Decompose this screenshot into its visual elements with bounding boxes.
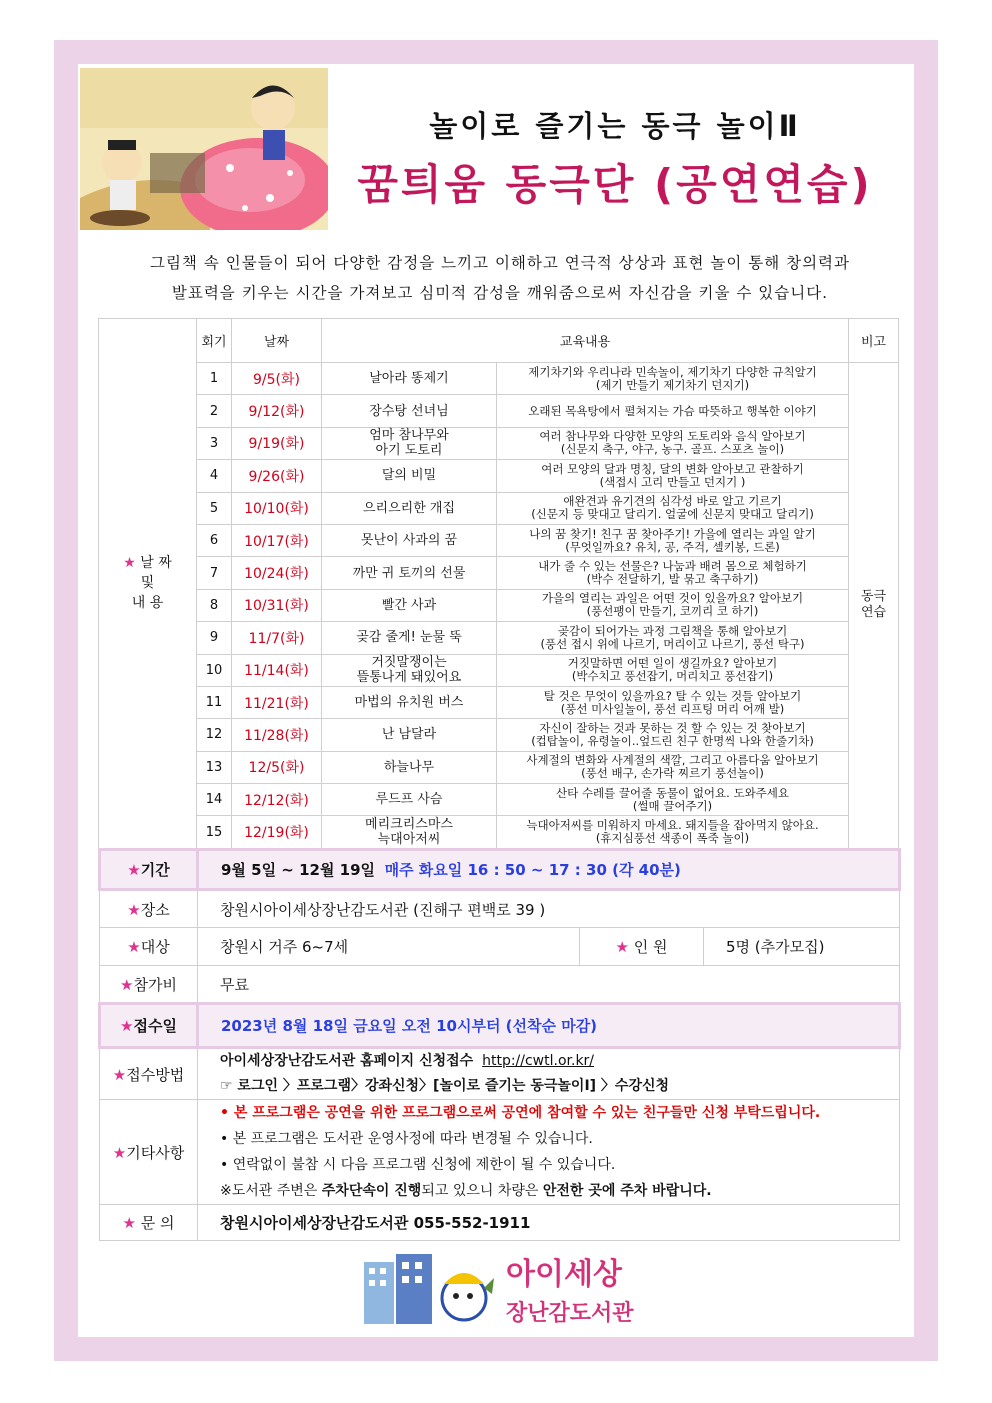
content-line: (풍선팽이 만들기, 코끼리 코 하기) bbox=[586, 604, 759, 619]
session-number: 1 bbox=[197, 363, 232, 395]
intro-line: 그림책 속 인물들이 되어 다양한 감정을 느끼고 이해하고 연극적 상상과 표현 놀이 통해 창의력과 bbox=[149, 254, 850, 272]
session-note bbox=[849, 363, 899, 849]
session-number: 12 bbox=[197, 719, 232, 751]
schedule-row bbox=[99, 427, 899, 459]
method-text: 아이세상장난감도서관 홈페이지 신청접수 bbox=[220, 1053, 474, 1069]
star-icon: ★ bbox=[127, 861, 141, 879]
count-label bbox=[580, 928, 704, 966]
star-icon: ★ bbox=[615, 938, 629, 956]
contact-value: 창원시아이세상장난감도서관 055-552-1911 bbox=[198, 1205, 900, 1241]
period-label bbox=[100, 850, 198, 890]
schedule-row bbox=[99, 719, 899, 751]
content-line: (풍선 접시 위에 나르기, 머리이고 나르기, 풍선 탁구) bbox=[540, 636, 805, 651]
session-topic bbox=[322, 589, 497, 621]
content-line: 내가 줄 수 있는 선물은? 나눔과 배려 몸으로 체험하기 bbox=[538, 559, 807, 574]
session-date: 10/24(화) bbox=[232, 557, 322, 589]
apply-value: 2023년 8월 18일 금요일 오전 10시부터 (선착순 마감) bbox=[198, 1004, 900, 1048]
session-content bbox=[497, 719, 849, 751]
topic-line: 장수탕 선녀님 bbox=[369, 403, 449, 419]
session-number: 2 bbox=[197, 395, 232, 427]
content-line: 거짓말하면 어떤 일이 생길까요? 알아보기 bbox=[567, 656, 778, 671]
session-topic bbox=[322, 622, 497, 654]
label-text: 기타사항 bbox=[126, 1143, 185, 1162]
session-topic bbox=[322, 719, 497, 751]
session-topic bbox=[322, 492, 497, 524]
period-row bbox=[100, 850, 900, 890]
schedule-row bbox=[99, 784, 899, 816]
star-icon: ★ bbox=[120, 975, 134, 994]
topic-line: 난 남달라 bbox=[381, 727, 437, 743]
session-number: 13 bbox=[197, 751, 232, 783]
content-line: 자신이 잘하는 것과 못하는 것 할 수 있는 것 찾아보기 bbox=[539, 720, 806, 735]
schedule-row bbox=[99, 395, 899, 427]
contact-label bbox=[100, 1205, 198, 1241]
session-content bbox=[497, 460, 849, 492]
session-topic bbox=[322, 557, 497, 589]
content-line: (컵탑놀이, 유령놀이..엎드린 친구 한명씩 나와 한줄기차) bbox=[531, 733, 814, 748]
session-date: 11/14(화) bbox=[232, 654, 322, 686]
content-line: 여러 모양의 달과 명칭, 달의 변화 알아보고 관찰하기 bbox=[541, 461, 804, 476]
session-content bbox=[497, 492, 849, 524]
star-icon: ★ bbox=[112, 1143, 127, 1162]
star-icon: ★ bbox=[112, 1065, 127, 1084]
session-topic bbox=[322, 784, 497, 816]
hero-illustration bbox=[80, 68, 328, 230]
etc-label bbox=[100, 1100, 198, 1205]
period-time: 매주 화요일 16 : 50 ~ 17 : 30 (각 40분) bbox=[384, 861, 681, 879]
content-line: 제기차기와 우리나라 민속놀이, 제기차기 다양한 규칙알기 bbox=[528, 364, 817, 379]
topic-line: 아기 도토리 bbox=[375, 443, 443, 459]
star-icon: ★ bbox=[127, 900, 141, 919]
target-label bbox=[100, 928, 198, 966]
session-topic bbox=[322, 363, 497, 395]
etc-text-bold: 주차단속이 진행 bbox=[321, 1183, 422, 1199]
schedule-row bbox=[99, 589, 899, 621]
fee-value: 무료 bbox=[198, 966, 900, 1004]
content-line: (신문지 축구, 야구, 농구. 골프. 스포츠 놀이) bbox=[560, 442, 785, 457]
side-label-line: 및 bbox=[140, 575, 155, 592]
session-date: 11/21(화) bbox=[232, 686, 322, 718]
session-date: 12/12(화) bbox=[232, 784, 322, 816]
topic-line: 늑대아저씨 bbox=[377, 832, 441, 848]
library-logo bbox=[360, 1248, 660, 1328]
schedule-row bbox=[99, 524, 899, 556]
content-line: (신문지 등 맞대고 달리기. 얼굴에 신문지 맞대고 달리기) bbox=[531, 507, 814, 522]
session-topic bbox=[322, 524, 497, 556]
session-number: 9 bbox=[197, 622, 232, 654]
session-content bbox=[497, 654, 849, 686]
topic-line: 달의 비밀 bbox=[381, 468, 437, 484]
info-table bbox=[98, 848, 901, 1241]
session-topic bbox=[322, 460, 497, 492]
place-label bbox=[100, 890, 198, 928]
content-line: (썰매 끌어주기) bbox=[632, 798, 713, 813]
topic-line: 곶감 줄게! 눈물 뚝 bbox=[356, 630, 462, 646]
etc-note: • 연락없이 불참 시 다음 프로그램 신청에 제한이 될 수 있습니다. bbox=[220, 1157, 616, 1173]
topic-line: 엄마 참나무와 bbox=[369, 428, 449, 444]
fee-row bbox=[100, 966, 900, 1004]
apply-row bbox=[100, 1004, 900, 1048]
session-number: 14 bbox=[197, 784, 232, 816]
session-date: 10/17(화) bbox=[232, 524, 322, 556]
schedule-table bbox=[98, 318, 899, 849]
note-text: 동극연습 bbox=[860, 589, 887, 621]
content-line: 나의 꿈 찾기! 친구 꿈 찾아주기! 가을에 열리는 과일 알기 bbox=[529, 526, 816, 541]
topic-line: 거짓말쟁이는 bbox=[371, 655, 447, 671]
schedule-row bbox=[99, 751, 899, 783]
schedule-row bbox=[99, 460, 899, 492]
session-topic bbox=[322, 751, 497, 783]
place-row bbox=[100, 890, 900, 928]
content-line: 애완견과 유기견의 심각성 바로 알고 기르기 bbox=[563, 494, 782, 509]
content-line: (무엇일까요? 유치, 공, 주걱, 셀키봉, 드론) bbox=[565, 539, 780, 554]
session-content bbox=[497, 816, 849, 848]
etc-text-bold: 안전한 곳에 주차 바랍니다. bbox=[542, 1183, 712, 1199]
topic-line: 마법의 유치원 버스 bbox=[354, 695, 464, 711]
session-date: 11/28(화) bbox=[232, 719, 322, 751]
content-line: 가을의 열리는 과일은 어떤 것이 있을까요? 알아보기 bbox=[541, 591, 804, 606]
etc-text: 되고 있으니 차량은 bbox=[421, 1183, 543, 1199]
header-content: 교육내용 bbox=[322, 319, 849, 363]
topic-line: 으리으리한 개집 bbox=[362, 500, 456, 516]
header-session: 회기 bbox=[197, 319, 232, 363]
schedule-row bbox=[99, 492, 899, 524]
topic-line: 하늘나무 bbox=[383, 759, 435, 775]
etc-note: • 본 프로그램은 도서관 운영사정에 따라 변경될 수 있습니다. bbox=[220, 1131, 593, 1147]
star-icon: ★ bbox=[122, 1214, 136, 1232]
target-value: 창원시 거주 6~7세 bbox=[198, 928, 580, 966]
content-line: 사계절의 변화와 사계절의 색깔, 그리고 아름다움 알아보기 bbox=[526, 753, 819, 768]
etc-text: ※도서관 주변은 bbox=[220, 1183, 322, 1199]
label-text: 대상 bbox=[140, 938, 170, 956]
content-line: (풍선 미사일놀이, 풍선 리프팅 머리 어깨 발) bbox=[560, 701, 785, 716]
session-content bbox=[497, 784, 849, 816]
session-content bbox=[497, 589, 849, 621]
session-date: 9/12(화) bbox=[232, 395, 322, 427]
logo-subtitle: 장난감도서관 bbox=[506, 1301, 634, 1326]
etc-note-important: • 본 프로그램은 공연을 위한 프로그램으로써 공연에 참여할 수 있는 친구들만 신청 부탁드립니다. bbox=[220, 1105, 821, 1121]
session-date: 12/5(화) bbox=[232, 751, 322, 783]
header-date: 날짜 bbox=[232, 319, 322, 363]
topic-line: 루드프 사슴 bbox=[375, 792, 443, 808]
session-date: 9/26(화) bbox=[232, 460, 322, 492]
schedule-header-row bbox=[99, 319, 899, 363]
fee-label bbox=[100, 966, 198, 1004]
count-value: 5명 (추가모집) bbox=[704, 928, 900, 966]
schedule-row bbox=[99, 622, 899, 654]
period-value bbox=[198, 850, 900, 890]
schedule-side-label bbox=[99, 319, 197, 849]
apply-label bbox=[100, 1004, 198, 1048]
method-steps: ☞ 로그인 〉프로그램〉강좌신청〉[놀이로 즐기는 동극놀이Ⅰ] 〉수강신청 bbox=[220, 1078, 670, 1094]
session-number: 5 bbox=[197, 492, 232, 524]
topic-line: 까만 귀 토끼의 선물 bbox=[352, 565, 466, 581]
method-row bbox=[100, 1048, 900, 1100]
session-content bbox=[497, 427, 849, 459]
topic-line: 날아라 똥제기 bbox=[369, 371, 449, 387]
star-icon: ★ bbox=[127, 938, 141, 956]
etc-value bbox=[198, 1100, 900, 1205]
topic-line: 빨간 사과 bbox=[381, 597, 437, 613]
intro-text bbox=[100, 248, 900, 308]
label-text: 접수방법 bbox=[126, 1065, 185, 1084]
content-line: (박수 전달하기, 발 묶고 축구하기) bbox=[586, 572, 759, 587]
logo-title: 아이세상 bbox=[506, 1257, 622, 1292]
homepage-link[interactable]: http://cwtl.or.kr/ bbox=[482, 1053, 595, 1069]
session-topic bbox=[322, 816, 497, 848]
session-content bbox=[497, 395, 849, 427]
side-label-line: 날 짜 bbox=[140, 555, 172, 572]
schedule-row bbox=[99, 686, 899, 718]
period-date-range: 9월 5일 ~ 12월 19일 bbox=[221, 861, 376, 879]
session-date: 10/10(화) bbox=[232, 492, 322, 524]
place-value: 창원시아이세상장난감도서관 (진해구 편백로 39 ) bbox=[198, 890, 900, 928]
content-line: (휴지심풍선 색종이 폭죽 놀이) bbox=[595, 831, 750, 846]
content-line: 산타 수레를 끌어줄 동물이 없어요. 도와주세요 bbox=[556, 785, 790, 800]
schedule-row bbox=[99, 654, 899, 686]
session-number: 4 bbox=[197, 460, 232, 492]
session-number: 11 bbox=[197, 686, 232, 718]
label-text: 문 의 bbox=[140, 1214, 175, 1232]
topic-line: 메리크리스마스 bbox=[365, 817, 453, 833]
schedule-row bbox=[99, 816, 899, 848]
label-text: 접수일 bbox=[133, 1017, 177, 1035]
header-note: 비고 bbox=[849, 319, 899, 363]
content-line: (제기 만들기 제기차기 던지기) bbox=[595, 377, 750, 392]
session-date: 9/19(화) bbox=[232, 427, 322, 459]
content-line: 늑대아저씨를 미워하지 마세요. 돼지들을 잡아먹지 않아요. bbox=[526, 818, 819, 833]
session-number: 8 bbox=[197, 589, 232, 621]
session-date: 10/31(화) bbox=[232, 589, 322, 621]
label-text: 장소 bbox=[140, 900, 170, 919]
schedule-row bbox=[99, 557, 899, 589]
session-content bbox=[497, 557, 849, 589]
session-date: 12/19(화) bbox=[232, 816, 322, 848]
session-content bbox=[497, 622, 849, 654]
session-number: 15 bbox=[197, 816, 232, 848]
subtitle: 놀이로 즐기는 동극 놀이Ⅱ bbox=[429, 109, 801, 143]
session-topic bbox=[322, 654, 497, 686]
content-line: (풍선 배구, 손가락 찌르기 풍선놀이) bbox=[581, 766, 764, 781]
session-number: 6 bbox=[197, 524, 232, 556]
label-text: 참가비 bbox=[133, 975, 177, 994]
content-line: (박수치고 풍선잡기, 머리치고 풍선잡기) bbox=[571, 669, 774, 684]
method-value bbox=[198, 1048, 900, 1100]
session-topic bbox=[322, 686, 497, 718]
session-number: 10 bbox=[197, 654, 232, 686]
session-topic bbox=[322, 427, 497, 459]
topic-line: 못난이 사과의 꿈 bbox=[360, 533, 458, 549]
session-content bbox=[497, 524, 849, 556]
topic-line: 뜰통나게 돼있어요 bbox=[356, 670, 462, 686]
content-line: 오래된 목욕탕에서 펼쳐지는 가슴 따뜻하고 행복한 이야기 bbox=[528, 403, 817, 418]
side-label-line: 내 용 bbox=[131, 595, 164, 612]
etc-note-parking bbox=[220, 1178, 899, 1204]
schedule-row bbox=[99, 363, 899, 395]
content-line: (색접시 고리 만들고 던지기 ) bbox=[599, 474, 746, 489]
session-content bbox=[497, 751, 849, 783]
content-line: 여러 참나무와 다양한 모양의 도토리와 음식 알아보기 bbox=[539, 429, 806, 444]
page-title: 꿈틔움 동극단 (공연연습) bbox=[357, 160, 873, 209]
star-icon: ★ bbox=[120, 1017, 134, 1035]
method-label bbox=[100, 1048, 198, 1100]
session-date: 9/5(화) bbox=[232, 363, 322, 395]
intro-line: 발표력을 키우는 시간을 가져보고 심미적 감성을 깨워줌으로써 자신감을 키울 수 있습니다. bbox=[171, 284, 829, 302]
content-line: 탈 것은 무엇이 있을까요? 탈 수 있는 것들 알아보기 bbox=[543, 688, 802, 703]
session-date: 11/7(화) bbox=[232, 622, 322, 654]
content-line: 곶감이 되어가는 과정 그림책을 통해 알아보기 bbox=[557, 623, 788, 638]
star-icon: ★ bbox=[123, 555, 136, 572]
session-topic bbox=[322, 395, 497, 427]
etc-row bbox=[100, 1100, 900, 1205]
session-number: 7 bbox=[197, 557, 232, 589]
session-content bbox=[497, 686, 849, 718]
target-row bbox=[100, 928, 900, 966]
session-content bbox=[497, 363, 849, 395]
session-number: 3 bbox=[197, 427, 232, 459]
label-text: 기간 bbox=[140, 861, 170, 879]
contact-row bbox=[100, 1205, 900, 1241]
label-text: 인 원 bbox=[633, 938, 668, 956]
